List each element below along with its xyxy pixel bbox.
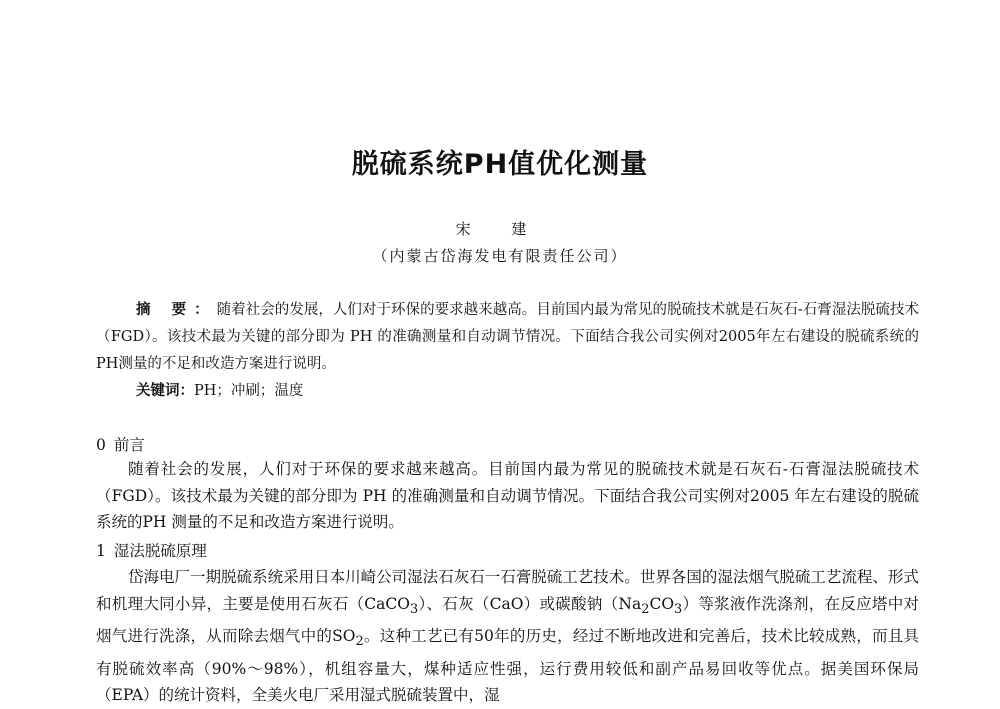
keywords — [136, 377, 303, 405]
section-number: 1 — [96, 542, 106, 560]
section-paragraph-0: 随着社会的发展，人们对于环保的要求越来越高。目前国内最为常见的脱硫技术就是石灰石-石膏湿法脱硫技术（FGD）。该技术最为关键的部分即为 PH 的准确测量和自动调节情况。下面结合我公司实例对2005 年左右建设的脱硫系统的PH 测量的不足和改造方案进行说明。 — [96, 460, 919, 531]
section-heading-1 — [96, 538, 207, 564]
section-heading-0 — [96, 432, 145, 458]
author-affiliation: （内蒙古岱海发电有限责任公司） — [372, 247, 628, 265]
abstract-text: 随着社会的发展，人们对于环保的要求越来越高。目前国内最为常见的脱硫技术就是石灰石-石膏湿法脱硫技术（FGD）。该技术最为关键的部分即为 PH 的准确测量和自动调节情况。下面结合我公司实例对2005年左右建设的脱硫系统的PH测量的不足和改造方案进行说明。 — [96, 302, 919, 372]
keywords-text: PH；冲刷；温度 — [194, 383, 304, 399]
abstract-label: 摘 要： — [136, 301, 217, 318]
keywords-label: 关键词： — [136, 382, 194, 399]
section-title: 前言 — [113, 436, 145, 454]
author-name: 宋 建 — [455, 220, 545, 238]
paper-title: 脱硫系统PH值优化测量 — [351, 149, 649, 180]
section-paragraph-1: 岱海电厂一期脱硫系统采用日本川崎公司湿法石灰石一石膏脱硫工艺技术。世界各国的湿法烟气脱硫工艺流程、形式和机理大同小异，主要是使用石灰石（CaCO$_3$）、石灰（CaO）或碳酸钠$(Na_2CO_3)$等浆液作洗涤剂，在反应塔中对烟气进行洗涤，从而除去烟气中的$SO_2$。这种工艺已有50年的历史，经过不断地改进和完善后，技术比较成熟，而且具有脱硫效率高（90%～98%），机组容量大，煤种适应性强，运行费用较低和副产品易回收等优点。据美国环保局（EPA）的统计资料，全美火电厂采用湿式脱硫装置中，湿 — [96, 568, 919, 705]
section-title: 湿法脱硫原理 — [113, 542, 207, 560]
abstract — [96, 296, 919, 378]
section-number: 0 — [96, 436, 106, 454]
